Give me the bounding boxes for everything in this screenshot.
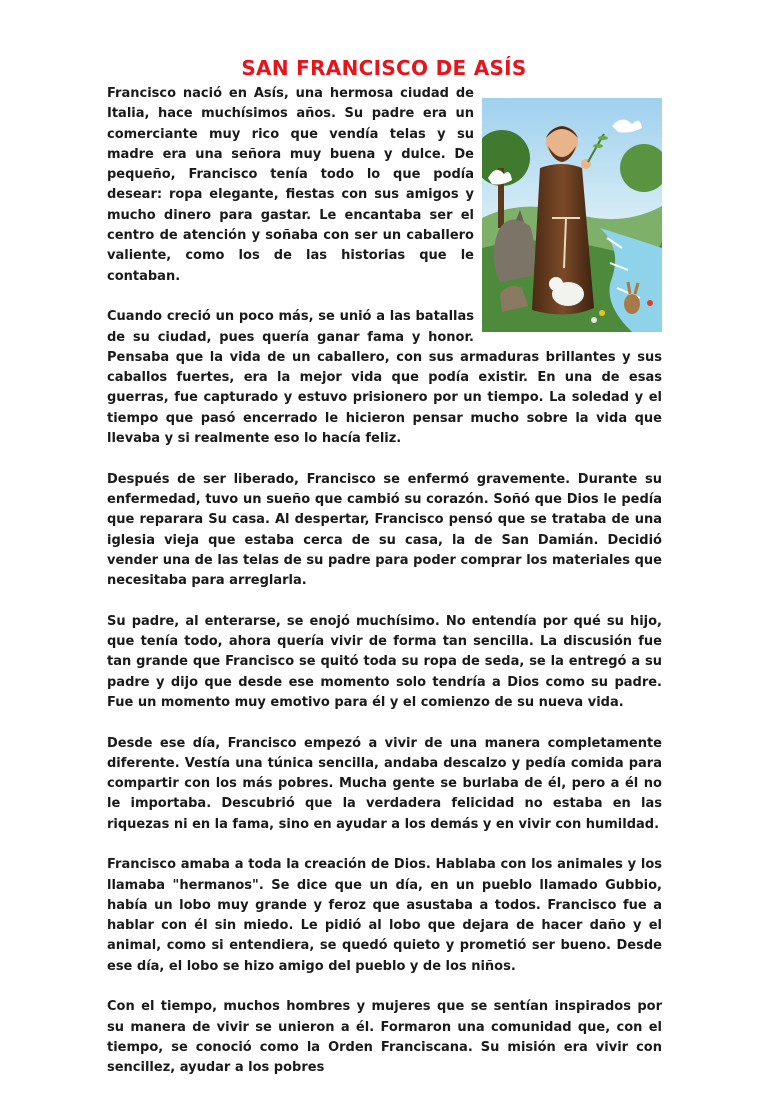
rabbit (624, 294, 640, 314)
paragraph-7: Con el tiempo, muchos hombres y mujeres que se sentían inspirados por su manera de vivir se unieron a él. Formaron una comunidad que, con el tiempo, se conoció como la Orden Franciscana. Su misión era vivir con sencillez, ayudar a los pobres (107, 999, 662, 1076)
page-title: SAN FRANCISCO DE ASÍS (241, 56, 527, 80)
paragraph-1-text: Francisco nació en Asís, una hermosa ciudad de Italia, hace muchísimos años. Su padre era un comerciante muy rico que vendía telas y su madre era una señora muy buena y dulce. De pequeño, Francisco tenía todo lo que podía desear: ropa elegante, fiestas con sus amigos y mucho dinero para gastar. Le encantaba ser el centro de atención y soñaba con ser un caballero valiente, como los de las historias que le contaban. (107, 86, 474, 284)
lamb-head (549, 277, 563, 291)
paragraph-3: Después de ser liberado, Francisco se enfermó gravemente. Durante su enfermedad, tuvo un sueño que cambió su corazón. Soñó que Dios le pedía que reparara Su casa. Al despertar, Francisco pensó que se trataba de una iglesia vieja que estaba cerca de su casa, la de San Damián. Decidió vender una de las telas de su padre para poder comprar los materiales que necesitaba para arreglarla. (107, 471, 662, 589)
paragraph-6: Francisco amaba a toda la creación de Dios. Hablaba con los animales y los llamaba "hermanos". Se dice que un día, en un pueblo llamado Gubbio, había un lobo muy grande y feroz que asustaba a todos. Francisco fue a hablar con él sin miedo. Le pidió al lobo que dejara de hacer daño y el animal, como si entendiera, se quedó quieto y prometió ser bueno. Desde ese día, el lobo se hizo amigo del pueblo y de los niños. (107, 857, 662, 974)
flower (647, 300, 653, 306)
paragraph-5: Desde ese día, Francisco empezó a vivir de una manera completamente diferente. Vestía una túnica sencilla, andaba descalzo y pedía comida para compartir con los más pobres. Mucha gente se burlaba de él, pero a él no le importaba. Descubrió que la verdadera felicidad no estaba en las riquezas ni en la fama, sino en ayudar a los demás y en vivir con humildad. (107, 735, 662, 832)
paragraph-2: Cuando creció un poco más, se unió a las batallas de su ciudad, pues quería ganar fama y honor. Pensaba que la vida de un caballero, con sus armaduras brillantes y sus caballos fuertes, era la mejor vida que podía existir. En una de esas guerras, fue capturado y estuvo prisionero por un tiempo. La soledad y el tiempo que pasó encerrado le hicieron pensar mucho sobre la vida que llevaba y si realmente eso lo hacía feliz. (107, 309, 662, 447)
story-body (107, 84, 662, 1099)
leaf (598, 136, 608, 140)
paragraph-1 (107, 84, 662, 287)
flower (591, 317, 597, 323)
leaf (593, 144, 603, 148)
wolf (494, 219, 535, 282)
paragraph-4: Su padre, al enterarse, se enojó muchísimo. No entendía por qué su hijo, que tenía todo, ahora quería vivir de forma tan sencilla. La discusión fue tan grande que Francisco se quitó toda su ropa de seda, se la entregó a su padre y dijo que desde ese momento solo tendría a Dios como su padre. Fue un momento muy emotivo para él y el comienzo de su nueva vida. (107, 613, 662, 710)
illustration-scene (482, 98, 662, 332)
flower (599, 310, 605, 316)
saint-francis-illustration (482, 98, 662, 332)
saint-head (546, 126, 578, 158)
